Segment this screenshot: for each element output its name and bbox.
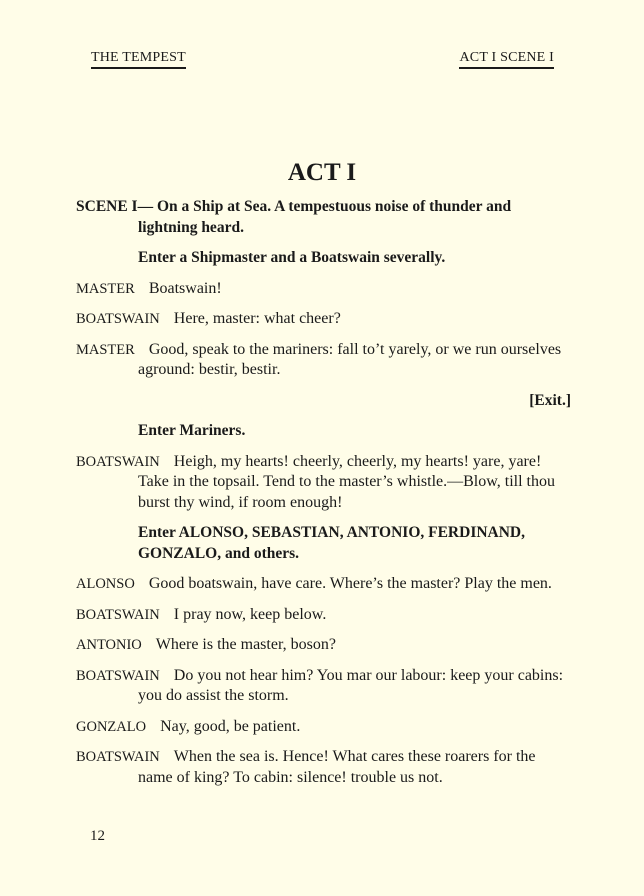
- dialogue-line: MASTER Boatswain!: [76, 279, 222, 297]
- running-header-act-scene: ACT I SCENE I: [459, 49, 554, 69]
- dialogue-line: BOATSWAIN Heigh, my hearts! cheerly, cheerly, my hearts! yare, yare! Take in the topsail. Tend to the master’s whistle.—Blow, till thou burst thy wind, if room enough!: [76, 452, 555, 511]
- dialogue-line: MASTER Good, speak to the mariners: fall to’t yarely, or we run ourselves aground: bestir, bestir.: [76, 340, 562, 378]
- running-header-title: THE TEMPEST: [91, 49, 186, 69]
- stage-direction: Enter ALONSO, SEBASTIAN, ANTONIO, FERDINAND, GONZALO, and others.: [138, 524, 526, 562]
- play-text: [76, 197, 571, 788]
- dialogue-line: BOATSWAIN Here, master: what cheer?: [76, 310, 341, 327]
- dialogue-line: BOATSWAIN When the sea is. Hence! What cares these roarers for the name of king? To cabin: silence! trouble us not.: [76, 748, 536, 786]
- stage-direction: Enter a Shipmaster and a Boatswain severally.: [138, 249, 446, 266]
- page-number: 12: [90, 828, 105, 844]
- dialogue-line: GONZALO Nay, good, be patient.: [76, 717, 301, 735]
- stage-direction: Enter Mariners.: [138, 422, 246, 439]
- act-title: ACT I: [287, 159, 357, 186]
- exit-direction: [Exit.]: [529, 391, 571, 409]
- dialogue-line: ALONSO Good boatswain, have care. Where’s the master? Play the men.: [76, 575, 552, 592]
- dialogue-line: BOATSWAIN Do you not hear him? You mar our labour: keep your cabins: you do assist the storm.: [76, 666, 564, 704]
- dialogue-line: BOATSWAIN I pray now, keep below.: [76, 605, 327, 623]
- dialogue-line: ANTONIO Where is the master, boson?: [76, 636, 336, 653]
- scene-heading: SCENE I— On a Ship at Sea. A tempestuous noise of thunder and lightning heard.: [76, 198, 512, 236]
